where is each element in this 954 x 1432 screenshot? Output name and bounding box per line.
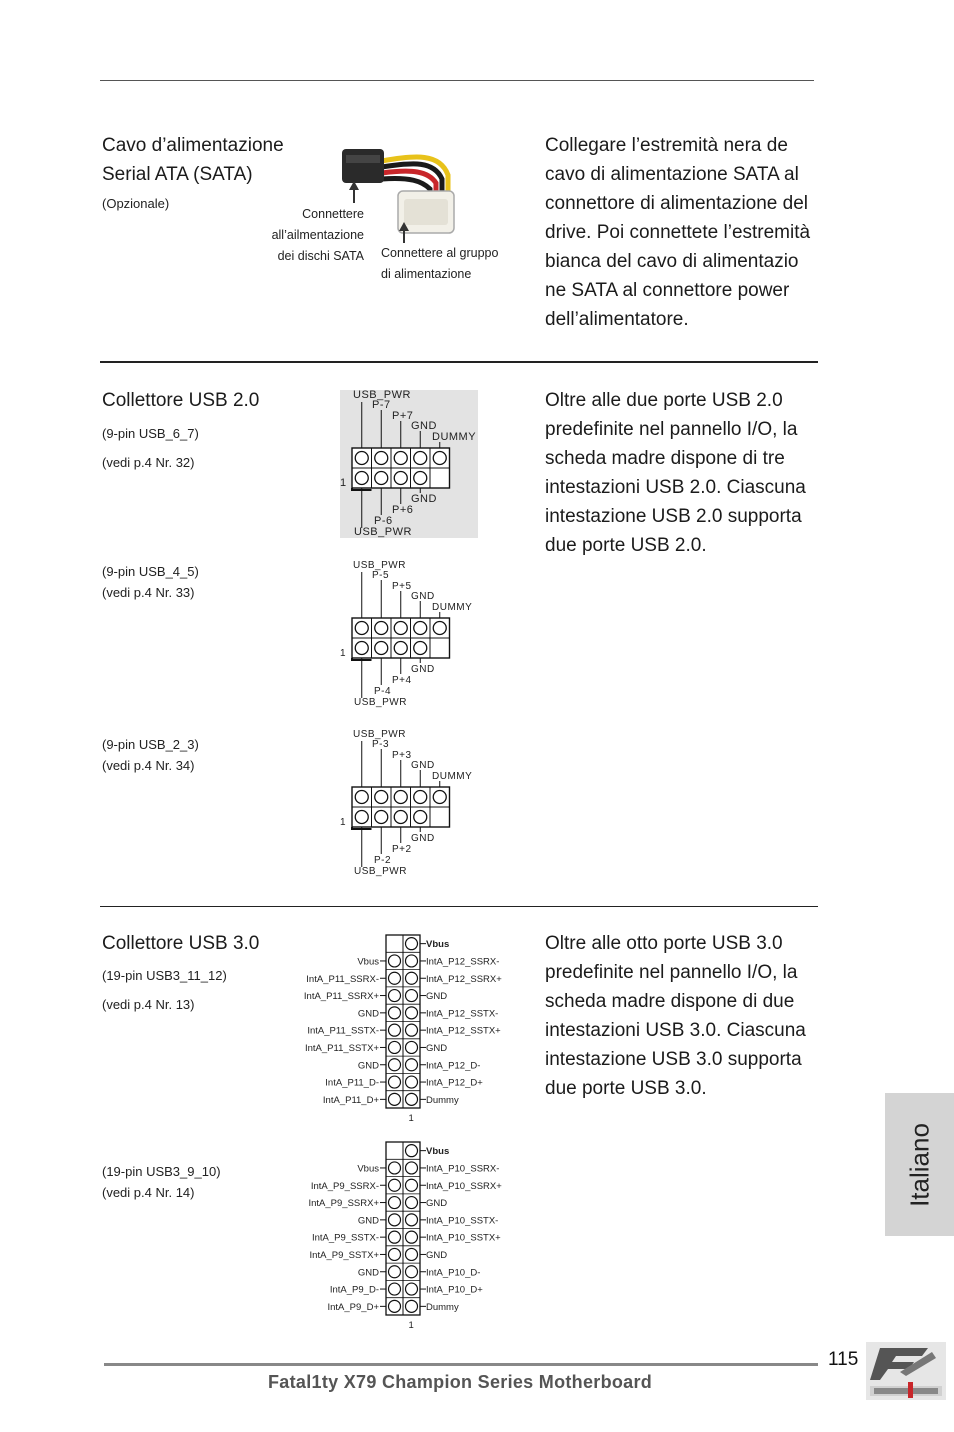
header-pin [406, 1214, 418, 1226]
pin-label: USB_PWR [354, 526, 412, 538]
header-pin [375, 622, 388, 635]
header-pin [355, 472, 368, 485]
callout-line: di alimentazione [381, 267, 472, 281]
pin-label: GND [426, 1042, 448, 1054]
pin-label: IntA_P12_SSTX+ [426, 1025, 501, 1037]
header-pin [375, 472, 388, 485]
usb2-title: Collettore USB 2.0 [102, 390, 260, 411]
pin-label: IntA_P11_SSTX- [307, 1025, 379, 1037]
description-line: intestazione USB 2.0 supporta [545, 506, 802, 527]
pin-label: IntA_P9_SSTX- [311, 1232, 379, 1244]
pin-label: IntA_P11_SSRX- [306, 973, 379, 985]
pin-label: GND [411, 833, 435, 844]
usb2-header-1-info [102, 419, 199, 477]
header-pin [406, 1283, 418, 1295]
sata-callout-psu [381, 243, 498, 285]
description-line: scheda madre dispone di tre [545, 448, 785, 469]
header-pin [406, 990, 418, 1002]
usb3-header-diagram-1 [290, 930, 520, 1125]
pin-label: IntA_P9_SSTX+ [309, 1249, 379, 1261]
header-pin [389, 1248, 401, 1260]
description-line: Oltre alle otto porte USB 3.0 [545, 933, 783, 954]
pin-label: GND [411, 420, 437, 432]
pin-label: Vbus [426, 939, 450, 951]
description-line: Collegare l’estremità nera de [545, 135, 788, 156]
usb2-header-diagram-3 [338, 729, 483, 879]
header-pin [375, 811, 388, 824]
pin-label: P-7 [372, 399, 391, 411]
pin-label: USB_PWR [354, 866, 407, 877]
pin-label: USB_PWR [353, 560, 406, 571]
pin-label: IntA_P11_SSRX+ [303, 991, 379, 1003]
header-pin [389, 1214, 401, 1226]
pin-label: P+4 [392, 675, 412, 686]
header-pin [414, 791, 427, 804]
header-pin [406, 1162, 418, 1174]
header-pin [394, 791, 407, 804]
description-line: connettore di alimentazione del [545, 193, 809, 214]
header-pin [375, 642, 388, 655]
pin-label: Vbus [426, 1146, 450, 1158]
header-pin [389, 1179, 401, 1191]
pin-label: USB_PWR [353, 729, 406, 740]
header-pin [394, 622, 407, 635]
pin-label: P+3 [392, 750, 412, 761]
usb2-description [545, 386, 825, 560]
header-pin [394, 811, 407, 824]
page-number: 115 [828, 1349, 859, 1370]
pin-label: IntA_P12_SSTX- [426, 1008, 499, 1020]
header-pin [389, 1093, 401, 1105]
header-pin [394, 472, 407, 485]
header-pin [406, 1041, 418, 1053]
sata-optional: (Opzionale) [102, 196, 170, 211]
header-pin [355, 622, 368, 635]
header-pin [406, 1266, 418, 1278]
header-pin [389, 1076, 401, 1088]
description-line: predefinite nel pannello I/O, la [545, 962, 798, 983]
header-pin [355, 642, 368, 655]
top-rule [100, 80, 814, 81]
usb3-description [545, 929, 825, 1103]
pin-label: P-6 [374, 515, 393, 527]
pin-label: DUMMY [432, 602, 473, 613]
header-pin [406, 1059, 418, 1071]
header-pin [389, 1041, 401, 1053]
pin-label: IntA_P10_SSTX- [426, 1215, 499, 1227]
header-pin [406, 1093, 418, 1105]
header-pin [355, 791, 368, 804]
pin-label: GND [411, 493, 437, 505]
description-line: intestazioni USB 3.0. Ciascuna [545, 1020, 806, 1041]
callout-line: Connettere [302, 207, 364, 221]
callout-line: Connettere al gruppo [381, 246, 499, 260]
pin-label: GND [357, 1008, 379, 1020]
pin1-label: 1 [340, 648, 346, 659]
sata-title-line: Serial ATA (SATA) [102, 164, 253, 185]
header-pin [394, 452, 407, 465]
header-pin [414, 452, 427, 465]
pin-label: P+5 [392, 581, 412, 592]
pin-label: DUMMY [432, 771, 473, 782]
header-pin [406, 1076, 418, 1088]
header-pin [406, 1197, 418, 1209]
description-line: due porte USB 3.0. [545, 1078, 707, 1099]
language-tab [885, 1093, 954, 1236]
header-pin [433, 452, 446, 465]
pin-label: P-4 [374, 686, 392, 697]
header-pins: (19-pin USB3_9_10) [102, 1164, 221, 1179]
description-line: intestazione USB 3.0 supporta [545, 1049, 802, 1070]
header-pin [406, 1300, 418, 1312]
description-line: bianca del cavo di alimentazio [545, 251, 799, 272]
header-pin [389, 1300, 401, 1312]
header-pin [406, 938, 418, 950]
pin-label: IntA_P11_D- [325, 1077, 379, 1089]
header-pin [394, 642, 407, 655]
header-pin [406, 1231, 418, 1243]
sata-title [102, 131, 284, 189]
pin-label: IntA_P10_D+ [426, 1284, 483, 1296]
section-divider-2 [100, 906, 818, 907]
pin-label: IntA_P12_D- [426, 1060, 481, 1072]
header-pin [414, 811, 427, 824]
header-pin [414, 472, 427, 485]
header-pin [389, 955, 401, 967]
header-pins: (9-pin USB_4_5) [102, 564, 199, 579]
description-line: due porte USB 2.0. [545, 535, 707, 556]
pin1-label: 1 [408, 1113, 414, 1124]
pin-label: IntA_P12_D+ [426, 1077, 483, 1089]
header-pin [355, 811, 368, 824]
language-label: Italiano [904, 1122, 934, 1207]
pin-label: IntA_P10_SSTX+ [426, 1232, 501, 1244]
header-pin [414, 622, 427, 635]
pin1-label: 1 [340, 817, 346, 828]
pin-label: IntA_P9_D+ [327, 1301, 379, 1313]
usb3-header-2-info [102, 1161, 221, 1203]
pin-label: P+6 [392, 504, 414, 516]
header-pin [389, 990, 401, 1002]
footer-title: Fatal1ty X79 Champion Series Motherboard [268, 1372, 653, 1392]
pin-label: IntA_P12_SSRX+ [426, 973, 502, 985]
usb3-header-1-info [102, 961, 227, 1019]
description-line: scheda madre dispone di due [545, 991, 795, 1012]
usb3-title: Collettore USB 3.0 [102, 933, 260, 954]
fatal1ty-logo [866, 1342, 946, 1400]
header-pin [389, 1059, 401, 1071]
pin1-label: 1 [340, 477, 347, 489]
sata-title-line: Cavo d’alimentazione [102, 135, 284, 156]
header-pin [389, 1024, 401, 1036]
pin-label: USB_PWR [354, 697, 407, 708]
pin-label: IntA_P11_D+ [322, 1094, 379, 1106]
pin-label: GND [426, 991, 448, 1003]
header-ref: (vedi p.4 Nr. 13) [102, 997, 195, 1012]
pin-label: GND [426, 1249, 448, 1261]
description-line: dell’alimentatore. [545, 309, 689, 330]
header-pin [406, 955, 418, 967]
pin-label: IntA_P11_SSTX+ [304, 1042, 379, 1054]
header-ref: (vedi p.4 Nr. 34) [102, 758, 195, 773]
header-pin [389, 1266, 401, 1278]
header-pin [433, 622, 446, 635]
pin-label: P+7 [392, 410, 414, 422]
pin-label: IntA_P9_D- [329, 1284, 379, 1296]
pin-label: P-5 [372, 570, 390, 581]
header-pin [375, 452, 388, 465]
header-pin [389, 1162, 401, 1174]
usb2-header-diagram-2 [338, 560, 483, 710]
description-line: Oltre alle due porte USB 2.0 [545, 390, 783, 411]
header-pin [389, 972, 401, 984]
pin-label: Vbus [357, 1163, 379, 1175]
header-pin [406, 1179, 418, 1191]
header-pin [389, 1197, 401, 1209]
header-pin [375, 791, 388, 804]
pin-label: Dummy [426, 1094, 459, 1106]
header-pin [355, 452, 368, 465]
pin-label: IntA_P10_D- [426, 1267, 481, 1279]
description-line: predefinite nel pannello I/O, la [545, 419, 798, 440]
pin-label: IntA_P10_SSRX+ [426, 1180, 502, 1192]
header-pin [389, 1283, 401, 1295]
description-line: cavo di alimentazione SATA al [545, 164, 799, 185]
header-pin [406, 1248, 418, 1260]
pin-label: GND [411, 591, 435, 602]
section-divider-1 [100, 361, 818, 363]
pin-label: IntA_P9_SSRX+ [308, 1198, 379, 1210]
description-line: drive. Poi connettete l’estremità [545, 222, 811, 243]
header-pin [389, 1231, 401, 1243]
pin-label: DUMMY [432, 431, 477, 443]
header-pin [406, 1024, 418, 1036]
pin-label: IntA_P9_SSRX- [310, 1180, 379, 1192]
usb2-header-3-info [102, 734, 199, 776]
sata-power-connector [342, 149, 384, 183]
header-ref: (vedi p.4 Nr. 32) [102, 455, 195, 470]
pin-label: GND [357, 1215, 379, 1227]
pin-label: GND [357, 1267, 379, 1279]
header-pins: (9-pin USB_6_7) [102, 426, 199, 441]
description-line: ne SATA al connettore power [545, 280, 790, 301]
footer-rule [104, 1363, 818, 1366]
usb3-header-diagram-2 [290, 1137, 520, 1332]
header-pins: (19-pin USB3_11_12) [102, 968, 227, 983]
description-line: intestazioni USB 2.0. Ciascuna [545, 477, 806, 498]
pin-label: USB_PWR [353, 390, 411, 401]
pin-label: GND [411, 664, 435, 675]
usb2-header-2-info [102, 561, 199, 603]
header-pin [433, 791, 446, 804]
callout-line: all’ailmentazione [271, 228, 364, 242]
pin-label: Dummy [426, 1301, 459, 1313]
pin-label: Vbus [357, 956, 379, 968]
pin-label: P-2 [374, 855, 392, 866]
pin1-label: 1 [408, 1320, 414, 1331]
pin-label: GND [411, 760, 435, 771]
pin-label: P+2 [392, 844, 412, 855]
header-pin [406, 1007, 418, 1019]
pin-label: IntA_P12_SSRX- [426, 956, 500, 968]
pin-label: P-3 [372, 739, 390, 750]
header-ref: (vedi p.4 Nr. 14) [102, 1185, 195, 1200]
header-pin [406, 972, 418, 984]
header-pins: (9-pin USB_2_3) [102, 737, 199, 752]
callout-line: dei dischi SATA [277, 249, 364, 263]
pin-label: IntA_P10_SSRX- [426, 1163, 500, 1175]
header-ref: (vedi p.4 Nr. 33) [102, 585, 195, 600]
sata-description [545, 131, 825, 334]
header-pin [414, 642, 427, 655]
pin-label: GND [426, 1198, 448, 1210]
usb2-header-diagram-1 [338, 390, 483, 540]
sata-callout-drive [246, 204, 364, 267]
pin-label: GND [357, 1060, 379, 1072]
header-pin [406, 1145, 418, 1157]
header-pin [389, 1007, 401, 1019]
